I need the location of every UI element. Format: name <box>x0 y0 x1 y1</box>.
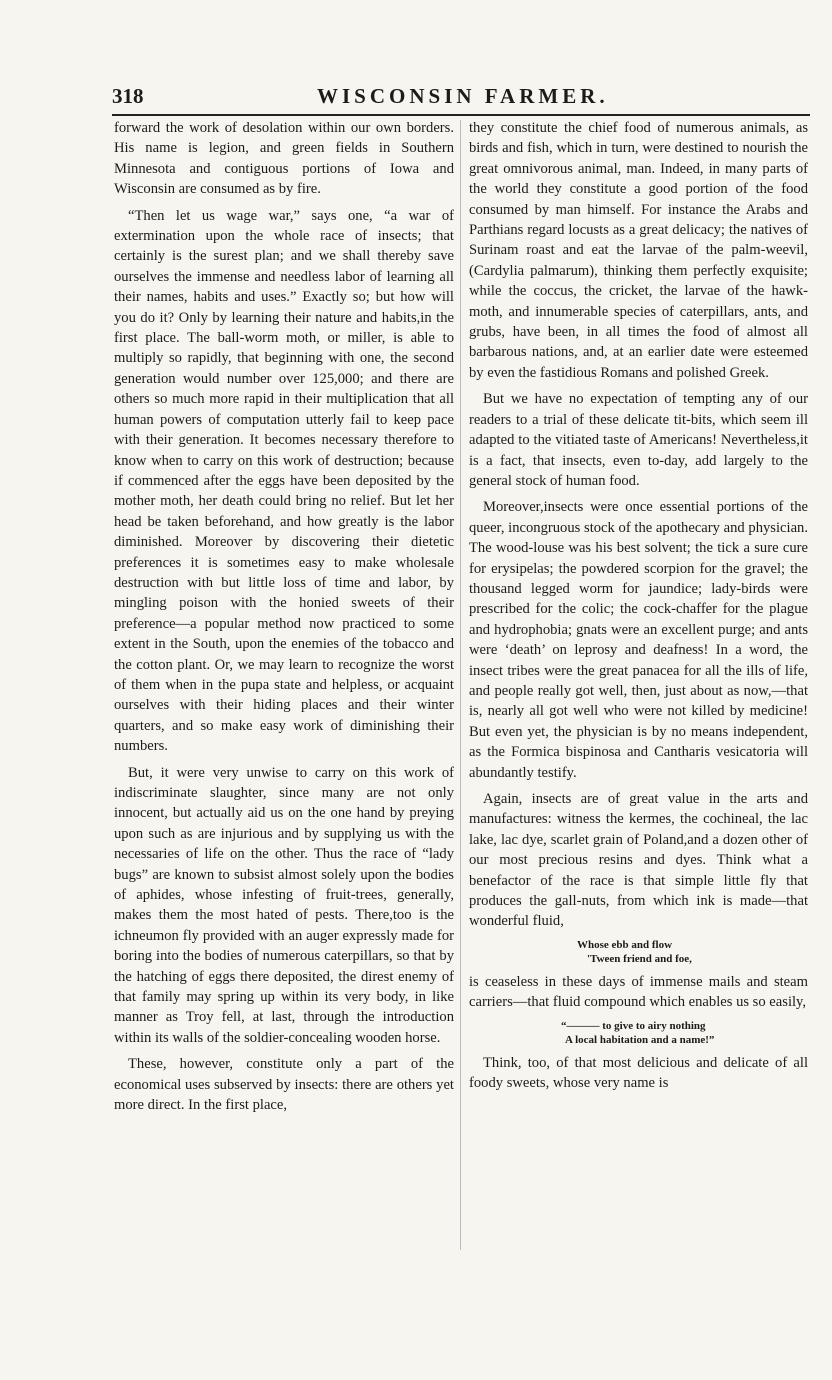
left-column <box>114 118 454 1122</box>
paragraph: forward the work of desolation within our own borders. His name is legion, and green fields in Southern Minnesota and contiguous portions of Iowa and Wisconsin are consumed as by fire. <box>114 120 454 198</box>
page-number: 318 <box>112 84 144 108</box>
verse-quote <box>469 1019 808 1047</box>
verse-line: “——— to give to airy nothing <box>561 1019 706 1032</box>
verse-quote <box>469 938 808 966</box>
column-divider <box>460 120 461 1250</box>
running-title: WISCONSIN FARMER. <box>317 84 609 108</box>
paragraph: Moreover,insects were once essential portions of the queer, incongruous stock of the apothecary and physician. The wood-louse was his best solvent; the tick a sure cure for erysipelas; the powdered scorpion for the gravel; the thousand legged worm for jaundice; lady-birds were prescribed for the colic; the cock-chaffer for the plague and hydrophobia; gnats were an excellent purge; and ants were ‘death’ on leprosy and deafness! In a word, the insect tribes were the great panacea for all the ills of life, and people really got well, then, just about as now,—that is, nearly all got well who were not killed by medicine! But even yet, the physician is by no means independent, as the Formica bispinosa and Cantharis vesicatoria will abundantly testify. <box>469 499 808 781</box>
verse-line: Whose ebb and flow <box>577 938 673 951</box>
paragraph: Think, too, of that most delicious and delicate of all foody sweets, whose very name is <box>469 1054 808 1092</box>
paragraph: “Then let us wage war,” says one, “a war of extermination upon the whole race of insects; that certainly is the surest plan; and we shall thereby save ourselves the immense and needless labor of learning all their names, habits and uses.” Exactly so; but how will you do it? Only by learning their nature and habits,in the first place. The ball-worm moth, or miller, is able to multiply so rapidly, that beginning with one, the second generation would number over 125,000; and there are others so much more rapid in their multiplication that all human powers of computation utterly fail to keep pace with their generation. It becomes necessary therefore to know when to carry on this work of destruction; because if commenced after the eggs have been deposited by the mother moth, her death could bring no relief. But let her head be taken beforehand, and how greatly is the labor diminished. Moreover by discovering their dietetic preferences it is sometimes easy to make wholesale destruction with but little loss of time and labor, by mingling poison with the honied sweets of their preference—a popular method now practiced to some extent in the South, upon the enemies of the tobacco and the cotton plant. Or, we may learn to recognize the worst of them when in the pupa state and helpless, or acquaint ourselves with their hiding places and their winter quarters, and so make easy work of diminishing their numbers. <box>114 207 454 755</box>
verse-line: A local habitation and a name!” <box>565 1033 715 1046</box>
right-column <box>469 118 808 1099</box>
verse-line: 'Tween friend and foe, <box>587 952 692 965</box>
page-header <box>112 84 812 114</box>
paragraph: These, however, constitute only a part of the economical uses subserved by insects: there are others yet more direct. In the first place, <box>114 1056 454 1114</box>
paragraph: Again, insects are of great value in the arts and manufactures: witness the kermes, the cochineal, the lac lake, lac dye, scarlet grain of Poland,and a dozen other of our most precious resins and dyes. Think what a benefactor of the race is that simple little fly that produces the gall-nuts, from which ink is made—that wonderful fluid, <box>469 791 808 930</box>
paragraph: But we have no expectation of tempting any of our readers to a trial of these delicate tit-bits, which seem ill adapted to the vitiated taste of Americans! Nevertheless,it is a fact, that insects, even to-day, add largely to the general stock of human food. <box>469 391 808 489</box>
header-rule <box>112 114 810 116</box>
paragraph: But, it were very unwise to carry on this work of indiscriminate slaughter, since many are not only innocent, but actually aid us on the one hand by preying upon such as are injurious and by supplying us with the necessaries of life on the other. Thus the race of “lady bugs” are known to subsist almost solely upon the bodies of aphides, whose infesting of fruit-trees, generally, makes them the most hated of pests. There,too is the ichneumon fly provided with an auger expressly made for boring into the bodies of numerous caterpillars, so that by the hatching of eggs there deposited, the direst enemy of that family may spring up within its very body, in like manner as Troy fell, at last, through the introduction within its walls of the soldier-concealing wooden horse. <box>114 764 454 1046</box>
paragraph: they constitute the chief food of numerous animals, as birds and fish, which in turn, were destined to nourish the great omnivorous animal, man. Indeed, in many parts of the world they constitute a good portion of the food consumed by man himself. For instance the Arabs and Parthians regard locusts as a great delicacy; the natives of Surinam roast and eat the larvae of the palm-weevil, (Cardylia palmarum), thinking them perfectly exquisite; while the coccus, the cricket, the larvae of the hawk-moth, and innumerable species of caterpillars, ants, and grubs, have been, in all times the food of almost all barbarous nations, and, at an earlier date were esteemed by even the fastidious Romans and polished Greek. <box>469 120 808 381</box>
paragraph: is ceaseless in these days of immense mails and steam carriers—that fluid compound which enables us so easily, <box>469 973 808 1011</box>
